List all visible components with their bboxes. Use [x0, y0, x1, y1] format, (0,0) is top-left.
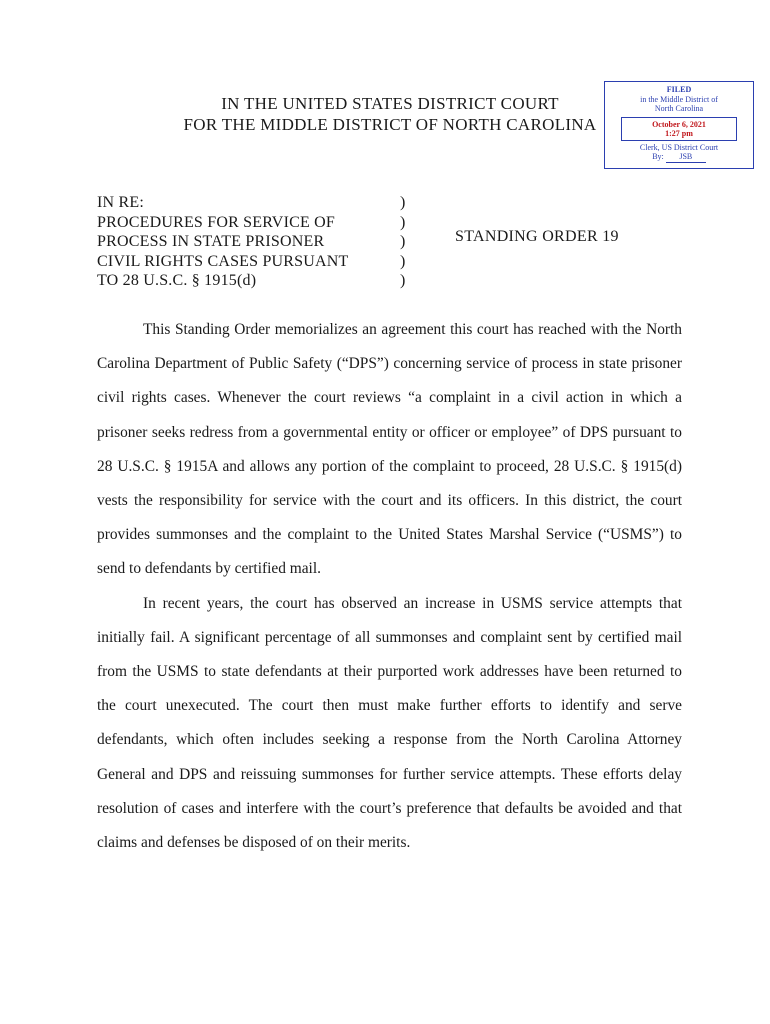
caption-parentheses [400, 193, 420, 291]
court-header-line2: FOR THE MIDDLE DISTRICT OF NORTH CAROLINA [183, 115, 597, 134]
court-header [150, 93, 630, 135]
caption-paren: ) [400, 272, 406, 289]
caption-paren: ) [400, 194, 406, 211]
order-title: STANDING ORDER 19 [455, 228, 619, 245]
court-header-line1: IN THE UNITED STATES DISTRICT COURT [221, 94, 559, 113]
caption-paren: ) [400, 252, 406, 270]
stamp-by-initials: JSB [666, 152, 706, 163]
caption-paren: ) [400, 233, 406, 250]
stamp-location-line1: in the Middle District of [640, 94, 718, 104]
stamp-date: October 6, 2021 [652, 119, 706, 129]
stamp-clerk: Clerk, US District Court [639, 142, 719, 152]
stamp-time: 1:27 pm [665, 129, 693, 138]
caption-line: PROCEDURES FOR SERVICE OF [97, 213, 335, 231]
body-paragraph: This Standing Order memorializes an agreement this court has reached with the North Carolina Department of Public Safety (“DPS”) concerning service of process in state prisoner civil rights cases. Whenever the court reviews “a complaint in a civil action in which a prisoner seeks redress from a governmental entity or officer or employee” of DPS pursuant to 28 U.S.C. § 1915A and allows any portion of the complaint to proceed, 28 U.S.C. § 1915(d) vests the responsibility for service with the court and its officers. In this district, the court provides summonses and the complaint to the United States Marshal Service (“USMS”) to send to defendants by certified mail. [97, 321, 682, 578]
stamp-location-line2: North Carolina [654, 104, 704, 113]
stamp-date-box [621, 117, 737, 141]
stamp-title: FILED [666, 85, 692, 94]
case-caption [97, 193, 397, 291]
body-paragraph: In recent years, the court has observed an increase in USMS service attempts that initially fail. A significant percentage of all summonses and complaint sent by certified mail from the USMS to state defendants at their purported work addresses have been returned to the court unexecuted. The court then must make further efforts to identify and serve defendants, which often includes seeking a response from the North Carolina Attorney General and DPS and reissuing summonses for further service attempts. These efforts delay resolution of cases and interfere with the court’s preference that defaults be avoided and that claims and defenses be disposed of on their merits. [97, 594, 682, 852]
stamp-by-label: By: [652, 152, 664, 161]
caption-line: CIVIL RIGHTS CASES PURSUANT [97, 252, 349, 270]
stamp-by-row [605, 152, 753, 163]
caption-line: IN RE: [97, 194, 144, 211]
caption-paren: ) [400, 213, 406, 231]
caption-line: PROCESS IN STATE PRISONER [97, 233, 325, 250]
caption-line: TO 28 U.S.C. § 1915(d) [97, 272, 257, 289]
order-body [97, 313, 682, 860]
